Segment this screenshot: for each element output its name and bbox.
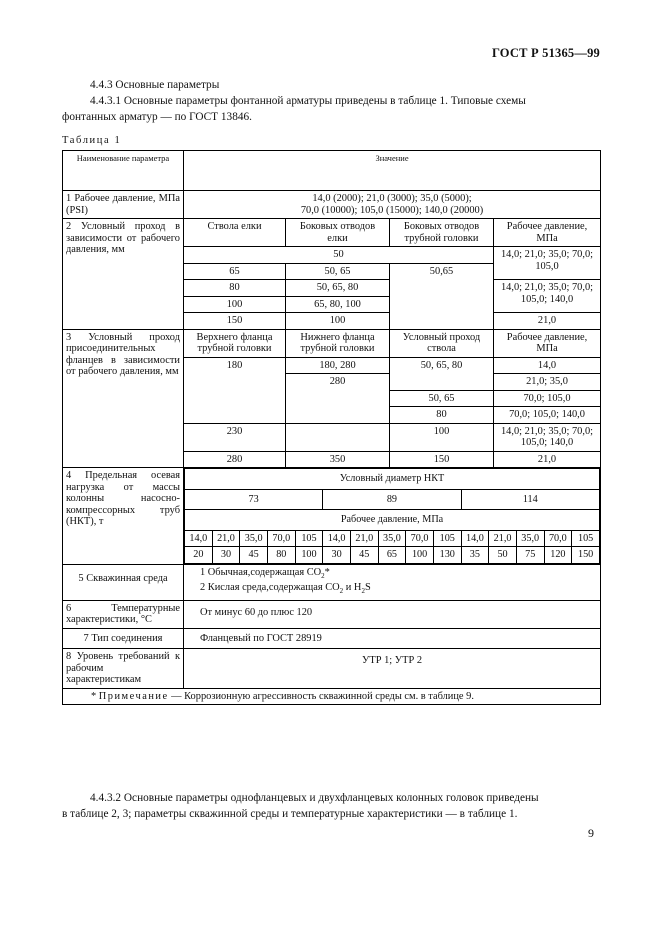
table-cell: 150 <box>184 313 286 330</box>
pressure-cell: 21,0 <box>350 530 378 547</box>
pressure-cell: 35,0 <box>240 530 268 547</box>
requirement-level-value: УТР 1; УТР 2 <box>184 649 601 689</box>
row-label: 4 Предельная осевая нагрузка от массы колонны насосно-компрессорных труб (НКТ), т <box>63 468 184 565</box>
pressure-cell: 70,0 <box>544 530 572 547</box>
load-cell: 75 <box>516 547 544 564</box>
row-label: 3 Условный проход присоединительных фланцев в зависимости от рабочего давления, мм <box>63 329 184 468</box>
pressure-values: 14,0 (2000); 21,0 (3000); 35,0 (5000); 70,0 (10000); 105,0 (15000); 140,0 (20000) <box>184 191 601 219</box>
table-cell: 230 <box>184 423 286 451</box>
nkt-load-subtable-cell <box>184 468 601 565</box>
header-value: Значение <box>184 151 601 191</box>
pressure-cell: 35,0 <box>516 530 544 547</box>
table-cell: 50, 65, 80 <box>390 357 494 390</box>
table-cell: 80 <box>184 280 286 297</box>
load-cell: 30 <box>323 547 351 564</box>
load-cell: 80 <box>267 547 295 564</box>
pressure-cell: 70,0 <box>406 530 434 547</box>
nkt-diameter-header: Условный диаметр НКТ <box>185 469 600 490</box>
nkt-diameter: 89 <box>323 489 461 510</box>
table-cell: 80 <box>390 407 494 424</box>
pressure-cell: 105 <box>295 530 323 547</box>
load-cell: 120 <box>544 547 572 564</box>
table-cell: 21,0 <box>494 313 601 330</box>
paragraph-line: фонтанных арматур — по ГОСТ 13846. <box>62 111 252 123</box>
paragraph-line: в таблице 2, 3; параметры скважинной среды и температурные характеристики — в таблице 1. <box>62 808 518 820</box>
column-header: Рабочее давление, МПа <box>494 329 601 357</box>
load-cell: 65 <box>378 547 406 564</box>
table-cell: 65 <box>184 263 286 280</box>
row-label: 6 Температурные характеристики, °С <box>63 600 184 628</box>
column-header: Боковых отводов трубной головки <box>390 219 494 247</box>
well-medium-values: 1 Обычная,содержащая $CO_2*$ 2 Кислая среда,содержащая $CO_2$ и $H_2S$ <box>184 564 601 600</box>
table-cell: 50 <box>184 247 494 264</box>
row-label: 8 Уровень требований к рабочим характеристикам <box>63 649 184 689</box>
table-cell: 14,0; 21,0; 35,0; 70,0; 105,0 <box>494 247 601 280</box>
table-cell: 21,0 <box>494 451 601 468</box>
pressure-cell: 21,0 <box>489 530 517 547</box>
table-cell: 50, 65 <box>390 390 494 407</box>
column-header: Условный проход ствола <box>390 329 494 357</box>
load-cell: 50 <box>489 547 517 564</box>
working-pressure-header: Рабочее давление, МПа <box>185 510 600 531</box>
load-cell: 30 <box>212 547 240 564</box>
paragraph-line: 4.4.3.2 Основные параметры однофланцевых и двухфланцевых колонных головок приведены <box>90 792 539 804</box>
table-note: * Примечание — Коррозионную агрессивность скважинной среды см. в таблице 9. <box>63 688 601 705</box>
nkt-diameter: 73 <box>185 489 323 510</box>
pressure-cell: 105 <box>572 530 600 547</box>
parameters-table <box>62 150 601 705</box>
load-cell: 35 <box>461 547 489 564</box>
table-cell: 65, 80, 100 <box>286 296 390 313</box>
column-header: Верхнего фланца трубной головки <box>184 329 286 357</box>
table-cell: 70,0; 105,0 <box>494 390 601 407</box>
nkt-load-subtable <box>184 468 600 564</box>
row-label: 1 Рабочее давление, МПа (PSI) <box>63 191 184 219</box>
pressure-cell: 21,0 <box>212 530 240 547</box>
paragraph-line: 4.4.3.1 Основные параметры фонтанной арматуры приведены в таблице 1. Типовые схемы <box>90 95 526 107</box>
load-cell: 130 <box>433 547 461 564</box>
table-cell: 150 <box>390 451 494 468</box>
table-cell: 100 <box>184 296 286 313</box>
table-cell: 280 <box>184 451 286 468</box>
load-cell: 45 <box>350 547 378 564</box>
table-cell: 180 <box>184 357 286 423</box>
header-param-name: Наименование параметра <box>63 151 184 191</box>
connection-type-value: Фланцевый по ГОСТ 28919 <box>184 628 601 649</box>
section-heading: 4.4.3 Основные параметры <box>90 79 220 91</box>
load-cell: 150 <box>572 547 600 564</box>
load-cell: 45 <box>240 547 268 564</box>
table-cell: 70,0; 105,0; 140,0 <box>494 407 601 424</box>
column-header: Рабочее давление, МПа <box>494 219 601 247</box>
table-caption: Таблица 1 <box>62 135 122 146</box>
pressure-cell: 70,0 <box>267 530 295 547</box>
table-cell: 100 <box>390 423 494 451</box>
column-header: Нижнего фланца трубной головки <box>286 329 390 357</box>
pressure-cell: 14,0 <box>185 530 213 547</box>
pressure-cell: 14,0 <box>461 530 489 547</box>
column-header: Боковых отводов елки <box>286 219 390 247</box>
column-header: Ствола елки <box>184 219 286 247</box>
row-label: 5 Скважинная среда <box>63 564 184 600</box>
table-cell: 50, 65, 80 <box>286 280 390 297</box>
table-cell: 14,0; 21,0; 35,0; 70,0; 105,0; 140,0 <box>494 423 601 451</box>
page-number: 9 <box>588 826 594 840</box>
table-cell: 280 <box>286 374 390 424</box>
table-cell: 14,0; 21,0; 35,0; 70,0; 105,0; 140,0 <box>494 280 601 313</box>
pressure-cell: 14,0 <box>323 530 351 547</box>
load-cell: 20 <box>185 547 213 564</box>
table-cell: 50, 65 <box>286 263 390 280</box>
table-cell: 50,65 <box>390 263 494 329</box>
table-cell: 21,0; 35,0 <box>494 374 601 391</box>
table-cell: 180, 280 <box>286 357 390 374</box>
temperature-value: От минус 60 до плюс 120 <box>184 600 601 628</box>
table-cell: 14,0 <box>494 357 601 374</box>
load-cell: 100 <box>295 547 323 564</box>
pressure-cell: 35,0 <box>378 530 406 547</box>
row-label: 2 Условный проход в зависимости от рабочего давления, мм <box>63 219 184 330</box>
pressure-cell: 105 <box>433 530 461 547</box>
row-label: 7 Тип соединения <box>63 628 184 649</box>
document-id-header: ГОСТ Р 51365—99 <box>491 46 600 60</box>
table-cell: 100 <box>286 313 390 330</box>
nkt-diameter: 114 <box>461 489 599 510</box>
load-cell: 100 <box>406 547 434 564</box>
table-cell: 350 <box>286 451 390 468</box>
